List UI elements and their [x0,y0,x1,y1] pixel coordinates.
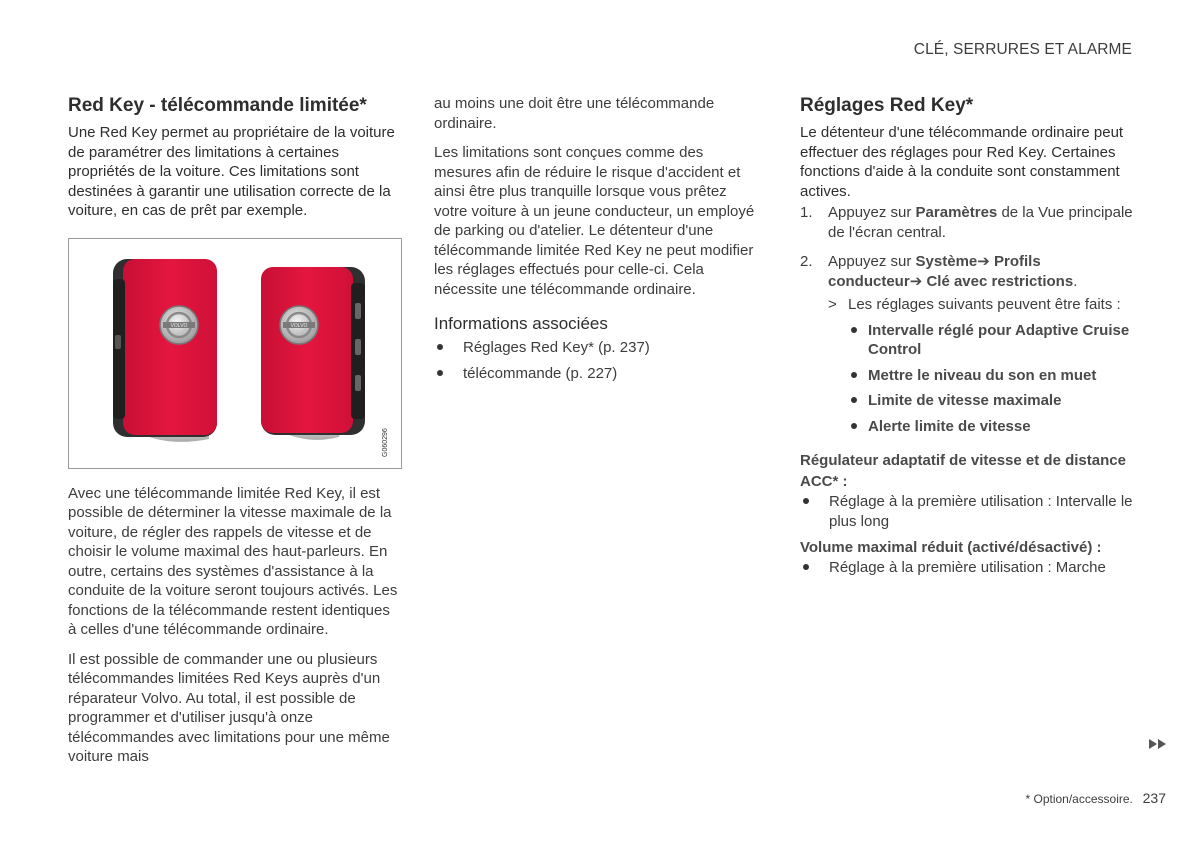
figure-code: G060296 [382,427,389,457]
paragraph-limitations: Les limitations sont conçues comme des mesures afin de réduire le risque d'accident et ainsi être plus tranquille lorsque vous prêtez votre voiture à un jeune conducteur, un employé de parking ou d'atelier. Le détenteur d'une télécommande limitée Red Key ne peut modifier les réglages effectués pour celle-ci. Cela nécessite une télécommande ordinaire. [434,144,755,298]
setting-item: Intervalle réglé pour Adaptive Cruise Control [848,321,1138,360]
red-key-fobs-image [69,239,401,468]
paragraph-red-key-functions: Avec une télécommande limitée Red Key, il est possible de déterminer la vitesse maximale de la voiture, de régler des rappels de vitesse et de choisir le volume maximal des haut-parleurs. En outre, certains des systèmes d'assistance à la conduite de la voiture seront toujours activés. Les fonctions de la télécommande restent identiques à celles d'une télécommande ordinaire. [68,484,398,638]
arrow-right-icon: ➔ [977,253,990,270]
column-right [800,94,1138,578]
paragraph-continuation: au moins une doit être une télécommande ordinaire. [434,95,715,132]
red-key-illustration [68,238,402,469]
arrow-right-icon: ➔ [909,272,923,290]
related-link-remote[interactable]: télécommande (p. 227) [434,364,762,384]
section-header: CLÉ, SERRURES ET ALARME [913,41,1132,58]
setting-item: Mettre le niveau du son en muet [848,366,1138,386]
result-marker: > [828,296,837,313]
step-result [828,295,1138,315]
acc-item: Réglage à la première utilisation : Intervalle le plus long [800,492,1138,531]
column-middle [434,94,762,389]
paragraph-ordering: Il est possible de commander une ou plusieurs télécommandes limitées Red Keys auprès d'un réparateur Volvo. Au total, il est possible de programmer et d'utiliser jusqu'à onze télécommandes avec limitations pour une même voiture mais [68,650,390,765]
result-text: Les réglages suivants peuvent être faits : [848,296,1121,313]
acc-heading: Régulateur adaptatif de vitesse et de distance ACC* : [800,452,1126,490]
related-info-heading: Informations associées [434,314,608,333]
procedure-steps [800,203,1138,436]
ui-label-restricted-key: Clé avec restrictions [926,272,1074,290]
volume-list [800,558,1138,578]
svg-text:VOLVO: VOLVO [170,322,188,329]
next-page-icon [1148,738,1168,750]
intro-paragraph: Une Red Key permet au propriétaire de la voiture de paramétrer des limitations à certaines propriétés de la voiture. Ces limitations sont destinées à garantir une utilisation correcte de la voiture, en cas de prêt par exemple. [68,124,395,219]
step-number: 1. [800,204,813,221]
footnote-option: * Option/accessoire. [1025,792,1133,806]
step-1: 1. Appuyez sur Paramètres de la Vue principale de l'écran central. [800,204,1133,241]
volume-item: Réglage à la première utilisation : Marche [800,558,1138,578]
acc-list [800,492,1138,531]
svg-text:VOLVO: VOLVO [290,322,308,329]
setting-item: Limite de vitesse maximale [848,391,1138,411]
ui-label-settings: Paramètres [915,204,998,221]
ui-label-driver-profiles: Profils conducteur [828,253,1041,290]
step-2: 2. Appuyez sur Système➔ Profils conducteur➔ Clé avec restrictions. > Les réglages suivants peuvent être faits : Intervalle réglé pour Adaptive Cruise Control Mettre le niveau du son en muet Limite de vitesse maximale Alerte limite de vitesse [800,252,1138,436]
section-heading-red-key: Red Key - télécommande limitée* [68,95,367,116]
setting-item: Alerte limite de vitesse [848,417,1138,437]
volume-heading: Volume maximal réduit (activé/désactivé) : [800,539,1102,556]
step-number: 2. [800,253,813,270]
right-key-fob [261,267,365,440]
section-heading-red-key-settings: Réglages Red Key* [800,95,974,116]
related-info-list [434,338,762,383]
settings-intro: Le détenteur d'une télécommande ordinaire peut effectuer des réglages pour Red Key. Certaines fonctions d'aide à la conduite sont constamment actives. [800,124,1124,200]
page-footer [1025,790,1166,806]
page-number: 237 [1142,790,1166,806]
available-settings-list [828,321,1138,437]
related-link-red-key-settings[interactable]: Réglages Red Key* (p. 237) [434,338,762,358]
left-key-fob [113,259,217,442]
ui-label-system: Système [915,253,978,270]
column-left [68,94,402,767]
